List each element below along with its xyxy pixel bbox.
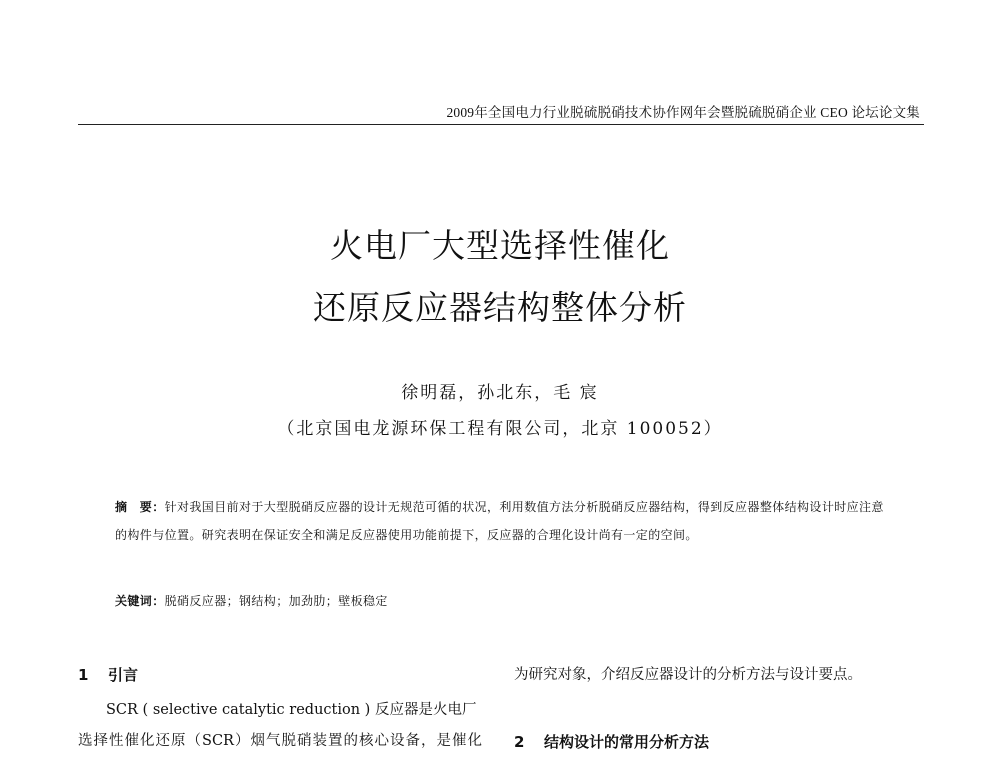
running-header: 2009年全国电力行业脱硫脱硝技术协作网年会暨脱硫脱硝企业 CEO 论坛论文集 <box>446 105 920 120</box>
paper-title-line-1: 火电厂大型选择性催化 <box>330 226 670 265</box>
paper-title-line-2: 还原反应器结构整体分析 <box>313 288 687 327</box>
abstract-label: 摘 要： <box>115 500 165 514</box>
keywords-label: 关键词： <box>115 594 165 608</box>
abstract-text: 针对我国目前对于大型脱硝反应器的设计无规范可循的状况，利用数值方法分析脱硝反应器结构，得到反应器整体结构设计时应注意的构件与位置。研究表明在保证安全和满足反应器使用功能前提下，反应器的合理化设计尚有一定的空间。 <box>115 500 884 542</box>
section-2-title: 结构设计的常用分析方法 <box>544 733 710 751</box>
right-column <box>514 665 924 752</box>
section-1-line-2: 选择性催化还原（SCR）烟气脱硝装置的核心设备，是催化 <box>78 733 482 749</box>
right-column-continuation: 为研究对象，介绍反应器设计的分析方法与设计要点。 <box>514 667 862 683</box>
keywords-text: 脱硝反应器；钢结构；加劲肋；壁板稳定 <box>164 594 388 608</box>
section-1-title: 引言 <box>108 666 139 684</box>
authors: 徐明磊，孙北东，毛 宸 <box>401 383 599 403</box>
header-rule <box>78 124 924 125</box>
keywords <box>115 592 885 609</box>
section-2-number: 2 <box>514 733 525 751</box>
section-1-line-1: SCR ( selective catalytic reduction ) 反应器是火电厂 <box>106 702 477 718</box>
section-1-heading <box>78 665 482 685</box>
left-column <box>78 665 482 757</box>
abstract <box>115 493 885 549</box>
section-1-number: 1 <box>78 666 89 684</box>
section-2-heading <box>514 731 924 752</box>
affiliation: （北京国电龙源环保工程有限公司，北京 100052） <box>277 419 723 439</box>
